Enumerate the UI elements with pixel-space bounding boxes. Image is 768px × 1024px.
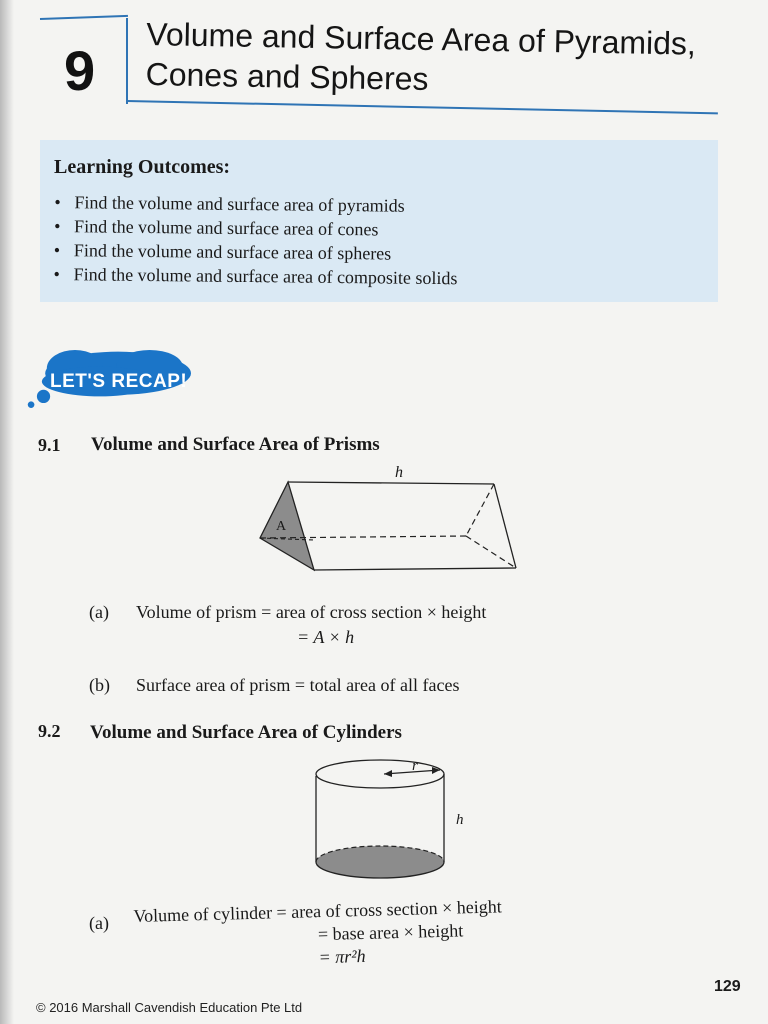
prism-diagram [254, 462, 534, 582]
list-item: • Find the volume and surface area of composite solids [51, 262, 457, 290]
section-title: Volume and Surface Area of Prisms [91, 434, 380, 455]
cylinder-height-label: h [456, 812, 464, 828]
cylinder-diagram [308, 756, 458, 886]
page-number: 129 [714, 978, 741, 995]
copyright-notice: © 2016 Marshall Cavendish Education Pte Ltd [36, 1000, 303, 1015]
recap-label: LET'S RECAP! [50, 371, 188, 392]
item-label: (a) [89, 602, 109, 622]
chapter-title [145, 14, 736, 104]
learning-outcomes-heading: Learning Outcomes: [54, 156, 231, 178]
list-item: • Find the volume and surface area of spheres [52, 238, 458, 266]
section-number: 9.2 [38, 721, 61, 741]
prism-surface-formula: Surface area of prism = total area of all faces [136, 675, 460, 695]
cylinder-volume-result: = πr²h [318, 945, 366, 968]
prism-volume-result: = A × h [297, 627, 355, 647]
chapter-number: 9 [64, 39, 96, 102]
list-item: • Find the volume and surface area of cones [52, 214, 458, 242]
section-title: Volume and Surface Area of Cylinders [90, 722, 402, 743]
page-binding-shadow [0, 0, 14, 1024]
title-top-rule [40, 15, 128, 20]
prism-volume-formula: Volume of prism = area of cross section × height [136, 602, 487, 622]
prism-height-label: h [395, 464, 403, 481]
cylinder-volume-formula: Volume of cylinder = area of cross section × height [133, 896, 502, 927]
cylinder-volume-block [133, 896, 503, 969]
prism-area-label: A [276, 519, 287, 534]
chapter-title-line1: Volume and Surface Area of Pyramids, [146, 16, 697, 62]
cylinder-radius-label: r [412, 758, 418, 774]
item-label: (a) [89, 913, 109, 933]
learning-outcomes-list [51, 190, 458, 290]
section-number: 9.1 [38, 435, 61, 455]
cylinder-volume-step: = base area × height [317, 920, 464, 945]
chapter-title-line2: Cones and Spheres [145, 55, 429, 97]
item-label: (b) [89, 675, 110, 695]
list-item: • Find the volume and surface area of pyramids [52, 190, 458, 218]
